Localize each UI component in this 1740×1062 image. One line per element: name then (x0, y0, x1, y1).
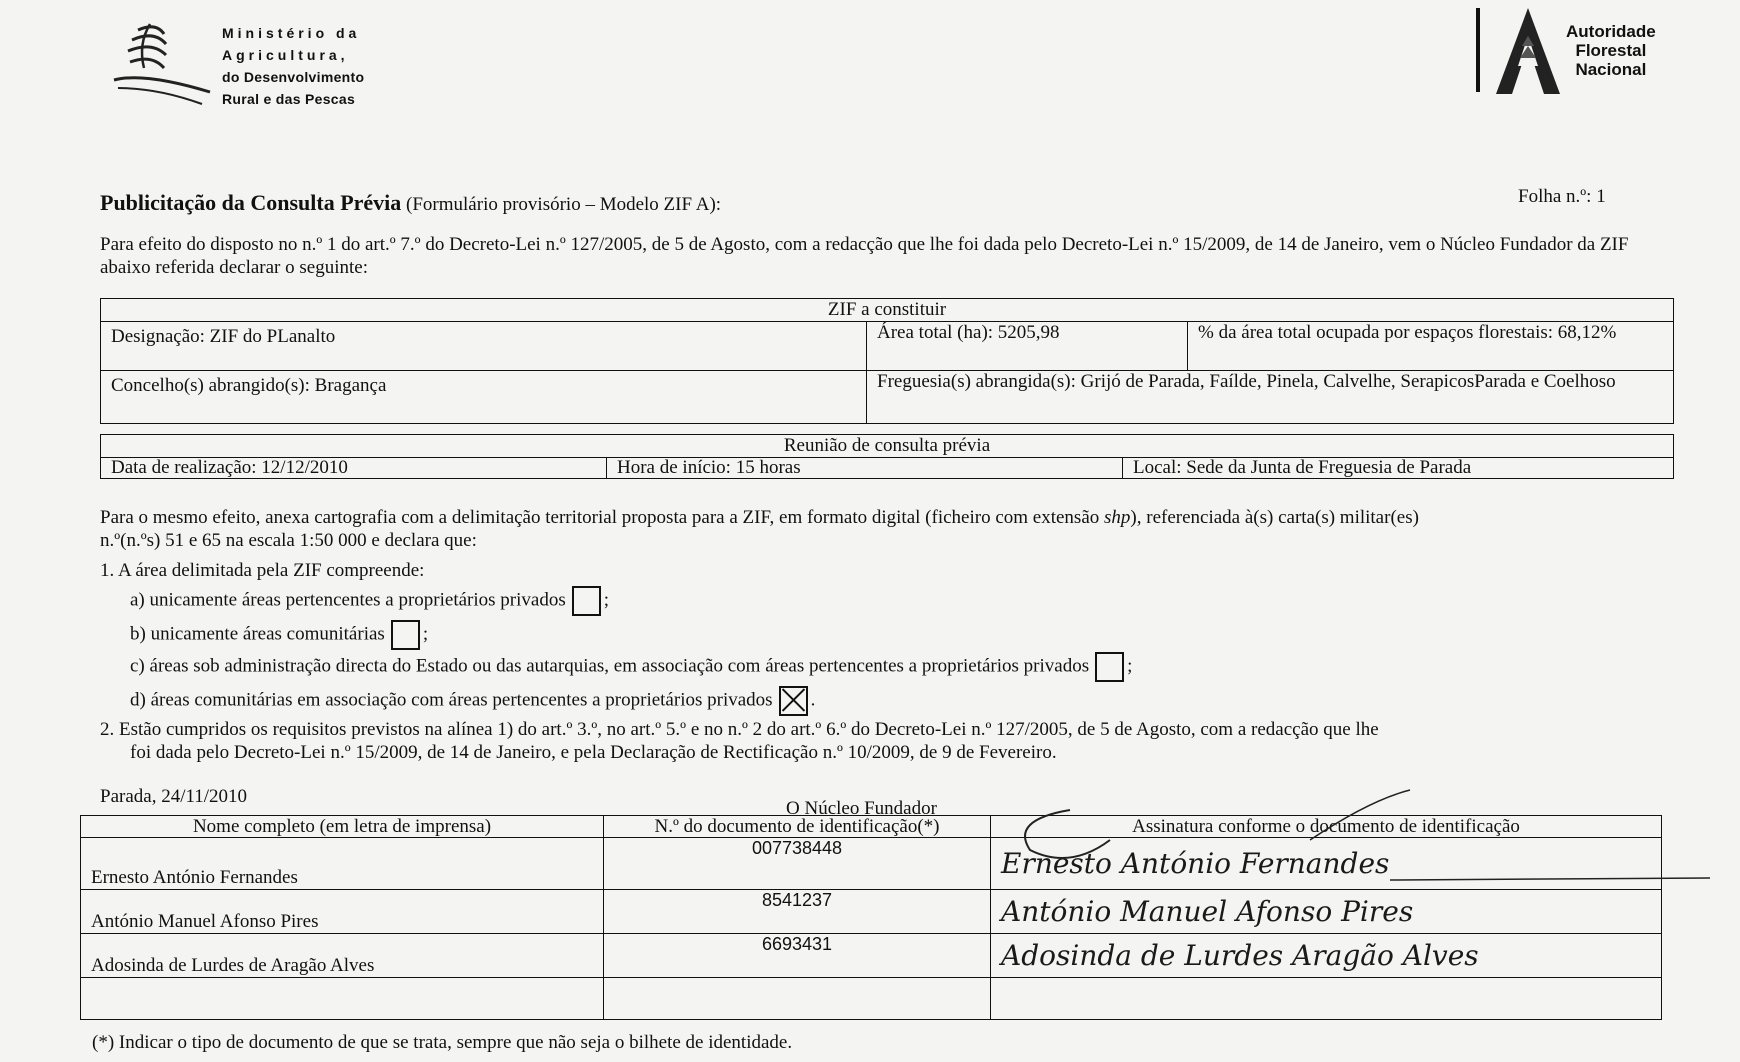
checkbox-c[interactable] (1095, 652, 1124, 682)
member-name: Ernesto António Fernandes (81, 838, 604, 890)
zif-header: ZIF a constituir (101, 299, 1674, 322)
afn-line-2: Florestal (1575, 41, 1647, 60)
member-signature (991, 978, 1662, 1020)
zif-pct-florestal: % da área total ocupada por espaços florestais: 68,12% (1188, 322, 1674, 371)
item-c-text: c) áreas sob administração directa do Estado ou das autarquias, em associação com áreas pertencentes a proprietários privados (130, 655, 1090, 677)
item-b (130, 620, 428, 650)
item-d (130, 686, 815, 716)
item-1: 1. A área delimitada pela ZIF compreende: (100, 560, 425, 581)
footnote: (*) Indicar o tipo de documento de que se trata, sempre que não seja o bilhete de identidade. (92, 1032, 793, 1053)
item-a-text: a) unicamente áreas pertencentes a proprietários privados (130, 589, 566, 611)
zif-freguesias: Freguesia(s) abrangida(s): Grijó de Parada, Faílde, Pinela, Calvelhe, SerapicosParada e Coelhoso (867, 371, 1674, 424)
member-name: António Manuel Afonso Pires (81, 890, 604, 934)
title-subtitle: (Formulário provisório – Modelo ZIF A): (406, 194, 722, 215)
intro-paragraph: Para efeito do disposto no n.º 1 do art.º 7.º do Decreto-Lei n.º 127/2005, de 5 de Agosto, com a redacção que lhe foi dada pelo Decreto-Lei n.º 15/2009, de 14 de Janeiro, vem o Núcleo Fundador da ZIF abaixo referida declarar o seguinte: (100, 234, 1629, 278)
zif-area-total: Área total (ha): 5205,98 (867, 322, 1188, 371)
afn-name (1566, 22, 1656, 79)
afn-line-1: Autoridade (1566, 22, 1656, 41)
reuniao-header: Reunião de consulta prévia (101, 435, 1674, 458)
zif-table (100, 298, 1674, 424)
afn-line-3: Nacional (1575, 60, 1647, 79)
item-2-line-2: foi dada pelo Decreto-Lei n.º 15/2009, de 14 de Janeiro, e pela Declaração de Rectificação n.º 10/2009, de 9 de Fevereiro. (130, 742, 1057, 763)
item-d-dot: . (810, 689, 816, 711)
title-bold: Publicitação da Consulta Prévia (100, 190, 402, 215)
reuniao-hora: Hora de início: 15 horas (607, 458, 1123, 479)
item-d-text: d) áreas comunitárias em associação com áreas pertencentes a proprietários privados (130, 689, 773, 711)
item-2 (100, 718, 1670, 764)
table-row (81, 934, 1662, 978)
col-header-doc: N.º do documento de identificação(*) (604, 816, 991, 838)
reuniao-local: Local: Sede da Junta de Freguesia de Parada (1123, 458, 1674, 479)
carto-line-2: n.º(n.ºs) 51 e 65 na escala 1:50 000 e declara que: (100, 530, 477, 551)
item-a-semi: ; (603, 589, 610, 611)
member-doc: 007738448 (604, 838, 991, 890)
afn-logo-bar (1476, 8, 1480, 92)
ministry-line-4: Rural e das Pescas (222, 91, 356, 107)
wto-style-emblem-icon (108, 18, 213, 110)
checkbox-a[interactable] (572, 586, 601, 616)
carto-text-a: Para o mesmo efeito, anexa cartografia com a delimitação territorial proposta para a ZIF, em formato digital (ficheiro com extensão (100, 507, 1105, 528)
cartografia-paragraph (100, 506, 1670, 552)
item-c-semi: ; (1127, 655, 1133, 677)
folha-number: Folha n.º: 1 (1518, 186, 1606, 207)
item-b-text: b) unicamente áreas comunitárias (130, 623, 385, 645)
member-doc: 8541237 (604, 890, 991, 934)
checkbox-d-checked[interactable] (779, 686, 808, 716)
member-signature: Adosinda de Lurdes Aragão Alves (991, 934, 1662, 978)
table-row (81, 978, 1662, 1020)
carto-text-b: ), referenciada à(s) carta(s) militar(es) (1130, 507, 1419, 528)
member-signature: António Manuel Afonso Pires (991, 890, 1662, 934)
ministry-line-1: Ministério da (222, 25, 361, 41)
carto-shp: shp (1104, 507, 1131, 528)
member-doc: 6693431 (604, 934, 991, 978)
table-row (81, 890, 1662, 934)
member-name (81, 978, 604, 1020)
member-doc (604, 978, 991, 1020)
place-date: Parada, 24/11/2010 (100, 786, 248, 807)
ministry-name (222, 22, 364, 110)
col-header-name: Nome completo (em letra de imprensa) (81, 816, 604, 838)
ministry-line-3: do Desenvolvimento (222, 69, 365, 85)
reuniao-data: Data de realização: 12/12/2010 (101, 458, 607, 479)
zif-concelho: Concelho(s) abrangido(s): Bragança (101, 371, 867, 424)
item-2-line-1: 2. Estão cumpridos os requisitos previstos na alínea 1) do art.º 3.º, no art.º 5.º e no n.º 2 do art.º 6.º do Decreto-Lei n.º 127/2005, de 5 de Agosto, com a redacção que lhe (100, 719, 1379, 740)
signature-flourish (1010, 780, 1730, 890)
nucleo-fundador: O Núcleo Fundador (786, 798, 937, 819)
member-name: Adosinda de Lurdes de Aragão Alves (81, 934, 604, 978)
document-title (100, 190, 721, 216)
member-signature: Ernesto António Fernandes (991, 838, 1662, 890)
item-c (130, 652, 1132, 682)
reuniao-table (100, 434, 1674, 479)
tree-a-letter-icon (1494, 6, 1562, 94)
item-a (130, 586, 609, 616)
col-header-signature: Assinatura conforme o documento de identificação (991, 816, 1662, 838)
item-b-semi: ; (422, 623, 429, 645)
checkbox-b[interactable] (391, 620, 420, 650)
zif-designacao: Designação: ZIF do PLanalto (101, 322, 867, 371)
ministry-line-2: Agricultura, (222, 47, 349, 63)
